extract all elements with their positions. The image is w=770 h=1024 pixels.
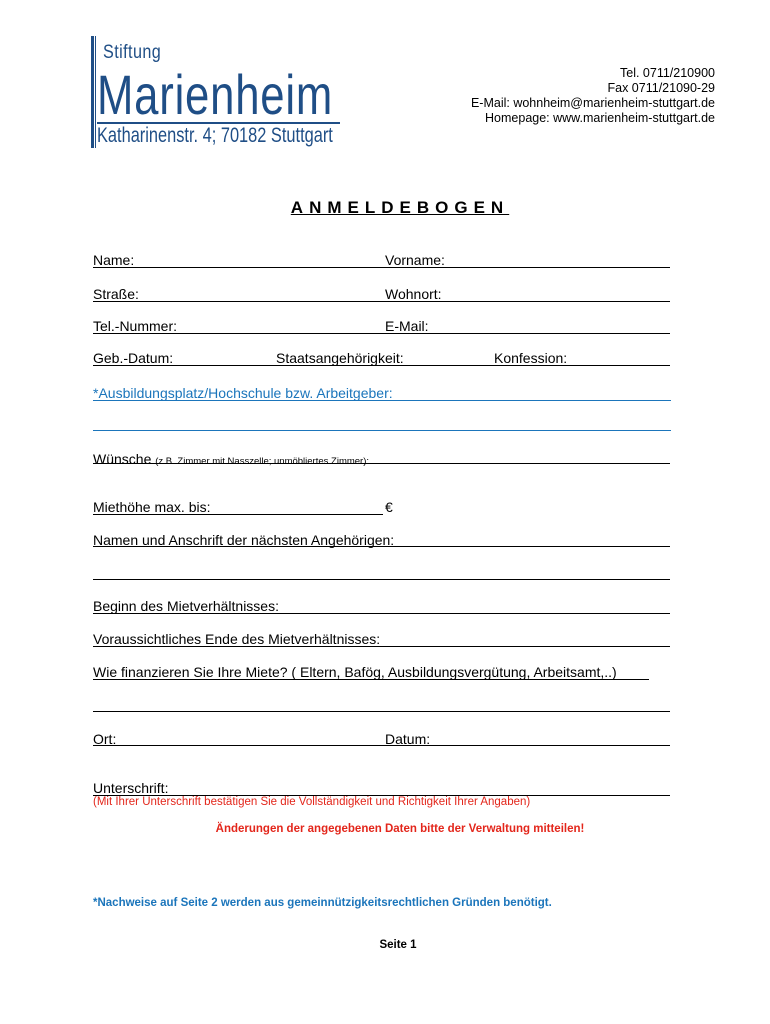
- logo-address: Katharinenstr. 4; 70182 Stuttgart: [97, 124, 333, 147]
- label-wuensche-hint: (z.B. Zimmer mit Nasszelle; unmöbliertes Zimmer):: [155, 456, 370, 467]
- label-vorname: Vorname:: [385, 252, 445, 268]
- contact-block: [471, 66, 715, 126]
- label-wohnort: Wohnort:: [385, 286, 442, 302]
- logo-name: Marienheim: [97, 63, 333, 126]
- label-geburtsdatum: Geb.-Datum:: [93, 350, 174, 366]
- field-miethoehe-line[interactable]: [93, 514, 383, 515]
- field-tel-line[interactable]: [93, 333, 670, 334]
- label-staatsangehoerigkeit: Staatsangehörigkeit:: [276, 350, 404, 366]
- label-euro: €: [385, 499, 393, 515]
- field-angehoerige-line[interactable]: [93, 546, 670, 547]
- field-beginn-line[interactable]: [93, 613, 670, 614]
- label-finanzierung: Wie finanzieren Sie Ihre Miete? ( Eltern, Bafög, Ausbildungsvergütung, Arbeitsamt,..): [93, 664, 617, 680]
- label-konfession: Konfession:: [494, 350, 568, 366]
- contact-homepage: Homepage: www.marienheim-stuttgart.de: [485, 111, 715, 125]
- form-title: ANMELDEBOGEN: [290, 198, 510, 217]
- field-name-line[interactable]: [93, 267, 670, 268]
- label-unterschrift: Unterschrift:: [93, 780, 169, 796]
- field-ende-line[interactable]: [93, 646, 670, 647]
- label-ausbildung: *Ausbildungsplatz/Hochschule bzw. Arbeitgeber:: [93, 385, 393, 401]
- contact-email: E-Mail: wohnheim@marienheim-stuttgart.de: [470, 96, 715, 110]
- label-datum: Datum:: [385, 731, 431, 747]
- logo-bar-vertical: [91, 36, 94, 148]
- logo-stiftung: Stiftung: [103, 42, 162, 63]
- label-angehoerige: Namen und Anschrift der nächsten Angehörigen:: [93, 532, 395, 548]
- field-finanzierung-line[interactable]: [93, 711, 670, 712]
- label-beginn: Beginn des Mietverhältnisses:: [93, 598, 279, 614]
- field-wuensche-line[interactable]: [93, 463, 670, 464]
- changes-note: Änderungen der angegebenen Daten bitte der Verwaltung mitteilen!: [215, 823, 585, 835]
- signature-note: (Mit Ihrer Unterschrift bestätigen Sie die Vollständigkeit und Richtigkeit Ihrer Angaben): [93, 796, 531, 808]
- label-ende: Voraussichtliches Ende des Mietverhältnisses:: [93, 631, 381, 647]
- label-tel: Tel.-Nummer:: [93, 318, 178, 334]
- field-angehoerige-line-2[interactable]: [93, 579, 670, 580]
- label-strasse: Straße:: [93, 286, 139, 302]
- field-finanzierung-underline: [93, 679, 649, 680]
- field-geburtsdatum-line[interactable]: [93, 365, 670, 366]
- label-wuensche-text: Wünsche: [93, 451, 152, 467]
- field-ausbildung-line-2[interactable]: [93, 430, 671, 431]
- label-email: E-Mail:: [385, 318, 429, 334]
- field-strasse-line[interactable]: [93, 301, 670, 302]
- label-name: Name:: [93, 252, 135, 268]
- field-ort-line[interactable]: [93, 745, 670, 746]
- label-ort: Ort:: [93, 731, 117, 747]
- label-miethoehe: Miethöhe max. bis:: [93, 499, 211, 515]
- page-number: Seite 1: [379, 939, 417, 951]
- label-wuensche: [93, 451, 369, 467]
- contact-fax: Fax 0711/21090-29: [607, 81, 715, 95]
- field-ausbildung-line[interactable]: [93, 400, 671, 401]
- logo-bar-vertical-2: [95, 36, 96, 148]
- proof-note: *Nachweise auf Seite 2 werden aus gemeinnützigkeitsrechtlichen Gründen benötigt.: [93, 897, 552, 909]
- contact-tel: Tel. 0711/210900: [620, 66, 715, 80]
